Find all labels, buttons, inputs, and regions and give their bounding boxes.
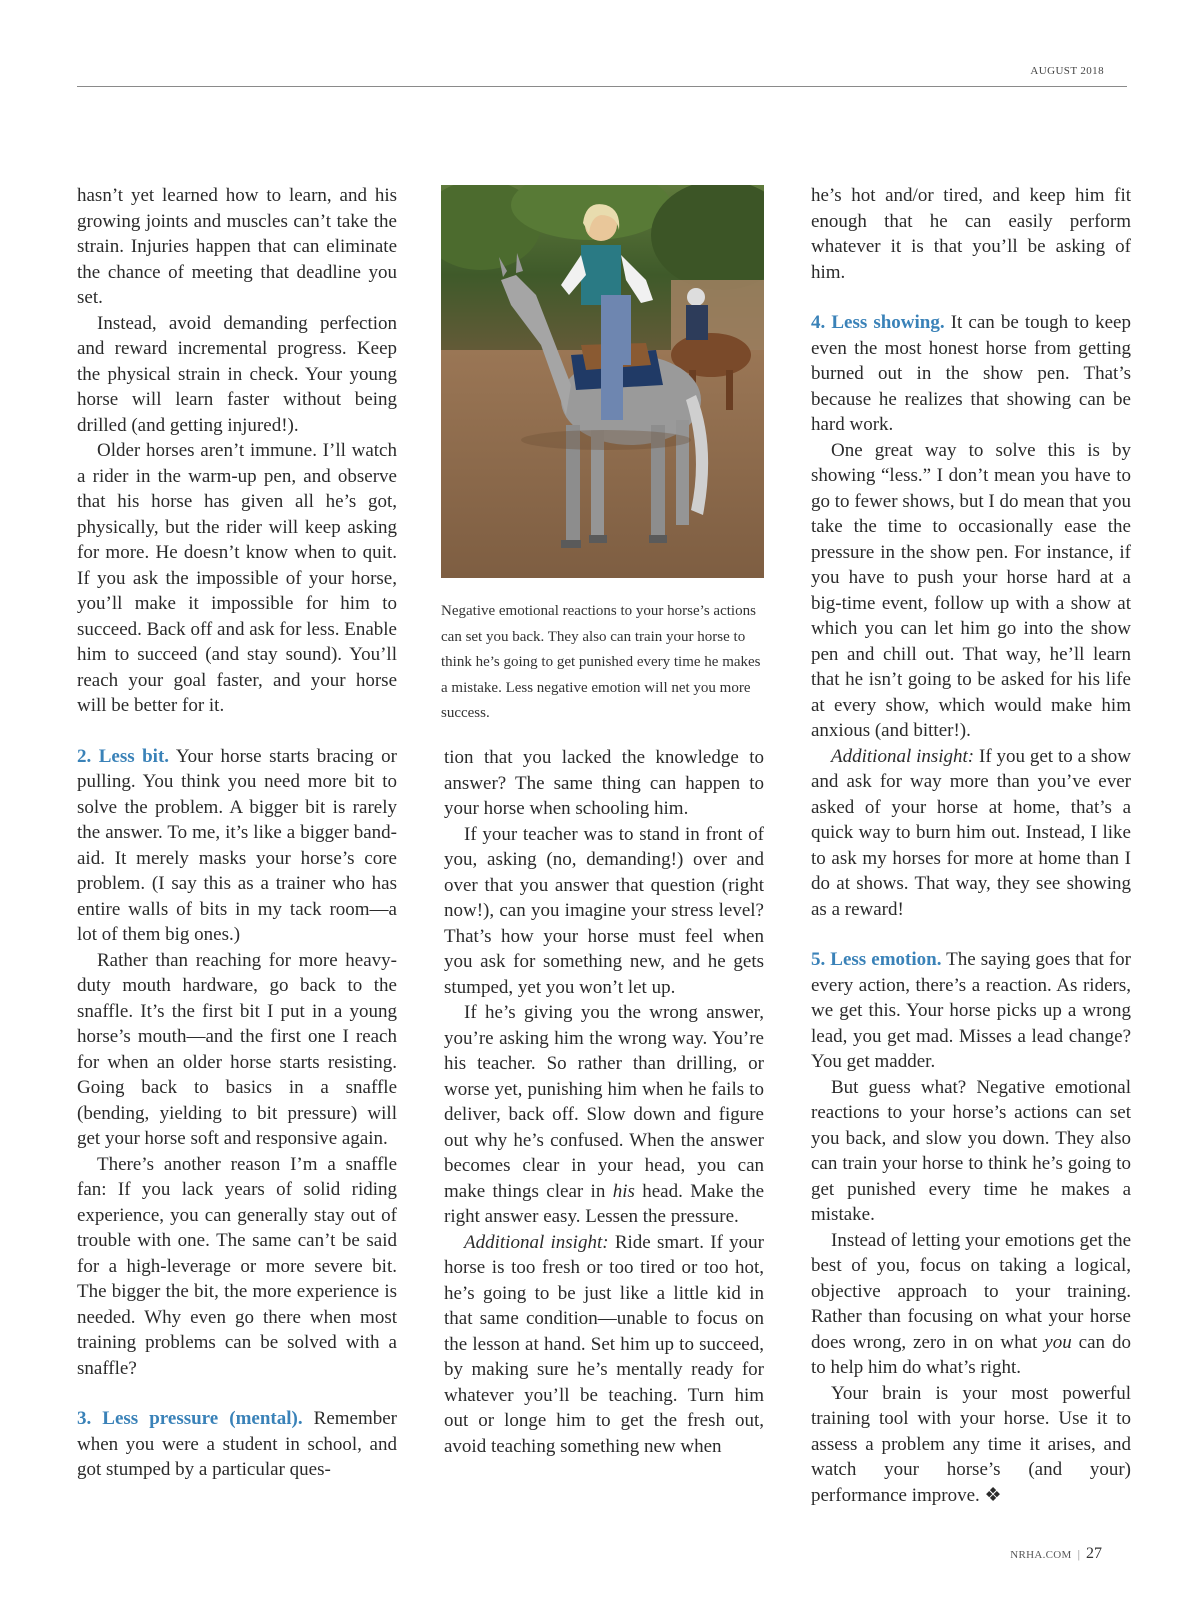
paragraph: If your teacher was to stand in front of you, asking (no, demanding!) over and over that you answer that question (right now!), can you imagine your stress level? That’s how your horse must feel when you ask for something new, and he gets stumped, yet you won’t let up. (444, 823, 764, 998)
horse-rider-illustration (441, 185, 764, 578)
photo-caption: Negative emotional reactions to your horse’s actions can set you back. They also can train your horse to think he’s going to get punished every time he makes a mistake. Less negative emotion will net you more success. (441, 603, 761, 721)
paragraph: Rather than reaching for more heavy-duty mouth hardware, go back to the snaffle. It’s the first bit I put in a young horse’s mouth—and the first one I reach for when an older horse starts resisting. Going back to basics in a snaffle (bending, yielding to bit pressure) will get your horse soft and responsive again. (77, 949, 397, 1149)
footer-separator: | (1077, 1547, 1080, 1561)
header-rule (77, 86, 1127, 87)
paragraph: There’s another reason I’m a snaffle fan: If you lack years of solid riding experience, you can generally stay out of trouble with one. The same can’t be said for a high-leverage or more severe bit. The bigger the bit, the more experience is needed. Why even go there when most training problems can be solved with a snaffle? (77, 1153, 397, 1379)
section-heading-less-pressure: 3. Less pressure (mental). (77, 1408, 303, 1429)
paragraph: tion that you lacked the knowledge to answer? The same thing can happen to your horse when schooling him. (444, 747, 764, 819)
paragraph: Additional insight: Ride smart. If your horse is too fresh or too tired or too hot, he’s going to be just like a little kid in that same condition—unable to focus on the lesson at hand. Set him up to succeed, by making sure he’s mentally ready for whatever you’ll be teaching. Turn him out or longe him to get the fresh out, avoid teaching something new when (444, 1231, 765, 1457)
article-column-3 (811, 183, 1131, 1508)
paragraph: Additional insight: If you get to a show and ask for way more than you’ve ever asked of your horse at home, that’s a quick way to burn him out. Instead, I like to ask my horses for more at home than I do at shows. That way, they see showing as a reward! (811, 745, 1131, 920)
article-column-2 (444, 745, 764, 1459)
section-5-paragraph: 5. Less emotion. The saying goes that for every action, there’s a reaction. As riders, we get this. Your horse picks up a wrong lead, you get mad. Misses a lead change? You get madder. (811, 949, 1132, 1072)
section-heading-less-emotion: 5. Less emotion. (811, 949, 942, 970)
paragraph: Instead, avoid demanding perfection and reward incremental progress. Keep the physical strain in check. Your young horse will learn faster without being drilled (and getting injured!). (77, 312, 397, 436)
paragraph: If he’s giving you the wrong answer, you’re asking him the wrong way. You’re his teacher. So rather than drilling, or worse yet, punishing him when he fails to deliver, back off. Slow down and figure out why he’s confused. When the answer becomes clear in your head, you can make things clear in his head. Make the right answer easy. Lessen the pressure. (444, 1002, 765, 1227)
paragraph: he’s hot and/or tired, and keep him fit enough that he can easily perform whatever it is that you’ll be asking of him. (811, 185, 1131, 283)
site-url: NRHA.COM (1010, 1549, 1072, 1561)
paragraph: One great way to solve this is by showing “less.” I don’t mean you have to go to fewer shows, but I do mean that you take the time to occasionally ease the pressure in the show pen. For instance, if you have to push your horse hard at a big-time event, follow up with a show at which you can let him go into the show pen and chill out. That way, he’ll learn that he isn’t going to be asked for his life at every show, which would make him anxious (and bitter!). (811, 439, 1131, 741)
issue-date: AUGUST 2018 (1030, 65, 1104, 77)
additional-insight-label: Additional insight: (831, 745, 975, 767)
paragraph: Instead of letting your emotions get the best of you, focus on taking a logical, objective approach to your training. Rather than focusing on what your horse does wrong, zero in on what you can do to help him do what’s right. (811, 1229, 1131, 1378)
paragraph: But guess what? Negative emotional reactions to your horse’s actions can set you back, and slow you down. They also can train your horse to think he’s going to get punished every time he makes a mistake. (811, 1076, 1131, 1225)
section-4-paragraph: 4. Less showing. It can be tough to keep even the most honest horse from getting burned out in the show pen. That’s because he realizes that showing can be hard work. (811, 312, 1131, 435)
section-3-paragraph: 3. Less pressure (mental). Remember when you were a student in school, and got stumped by a particular ques- (77, 1408, 397, 1480)
article-column-1 (77, 183, 397, 1483)
additional-insight-label: Additional insight: (464, 1231, 609, 1253)
paragraph: Older horses aren’t immune. I’ll watch a rider in the warm-up pen, and observe that his horse has given all he’s got, physically, but the rider will keep asking for more. He doesn’t know when to quit. If you ask the impossible of your horse, you’ll make it impossible for him to succeed. Back off and ask for less. Enable him to succeed (and stay sound). You’ll reach your goal faster, and your horse will be better for it. (77, 440, 397, 716)
paragraph: hasn’t yet learned how to learn, and his growing joints and muscles can’t take the strain. Injuries happen that can eliminate the chance of meeting that deadline you set. (77, 185, 397, 308)
page-footer (1010, 1545, 1102, 1563)
paragraph: Your brain is your most powerful training tool with your horse. Use it to assess a problem any time it arises, and watch your horse’s (and your) performance improve. ❖ (811, 1382, 1131, 1506)
section-heading-less-showing: 4. Less showing. (811, 312, 945, 333)
page-number: 27 (1086, 1545, 1102, 1562)
section-2-paragraph: 2. Less bit. Your horse starts bracing or pulling. You think you need more bit to solve the problem. A bigger bit is rarely the answer. To me, it’s like a bigger band-aid. It merely masks your horse’s core problem. (I say this as a trainer who has entire walls of bits in my tack room—a lot of them big ones.) (77, 745, 397, 945)
section-heading-less-bit: 2. Less bit. (77, 745, 170, 767)
horse-rider-photo (441, 185, 764, 578)
